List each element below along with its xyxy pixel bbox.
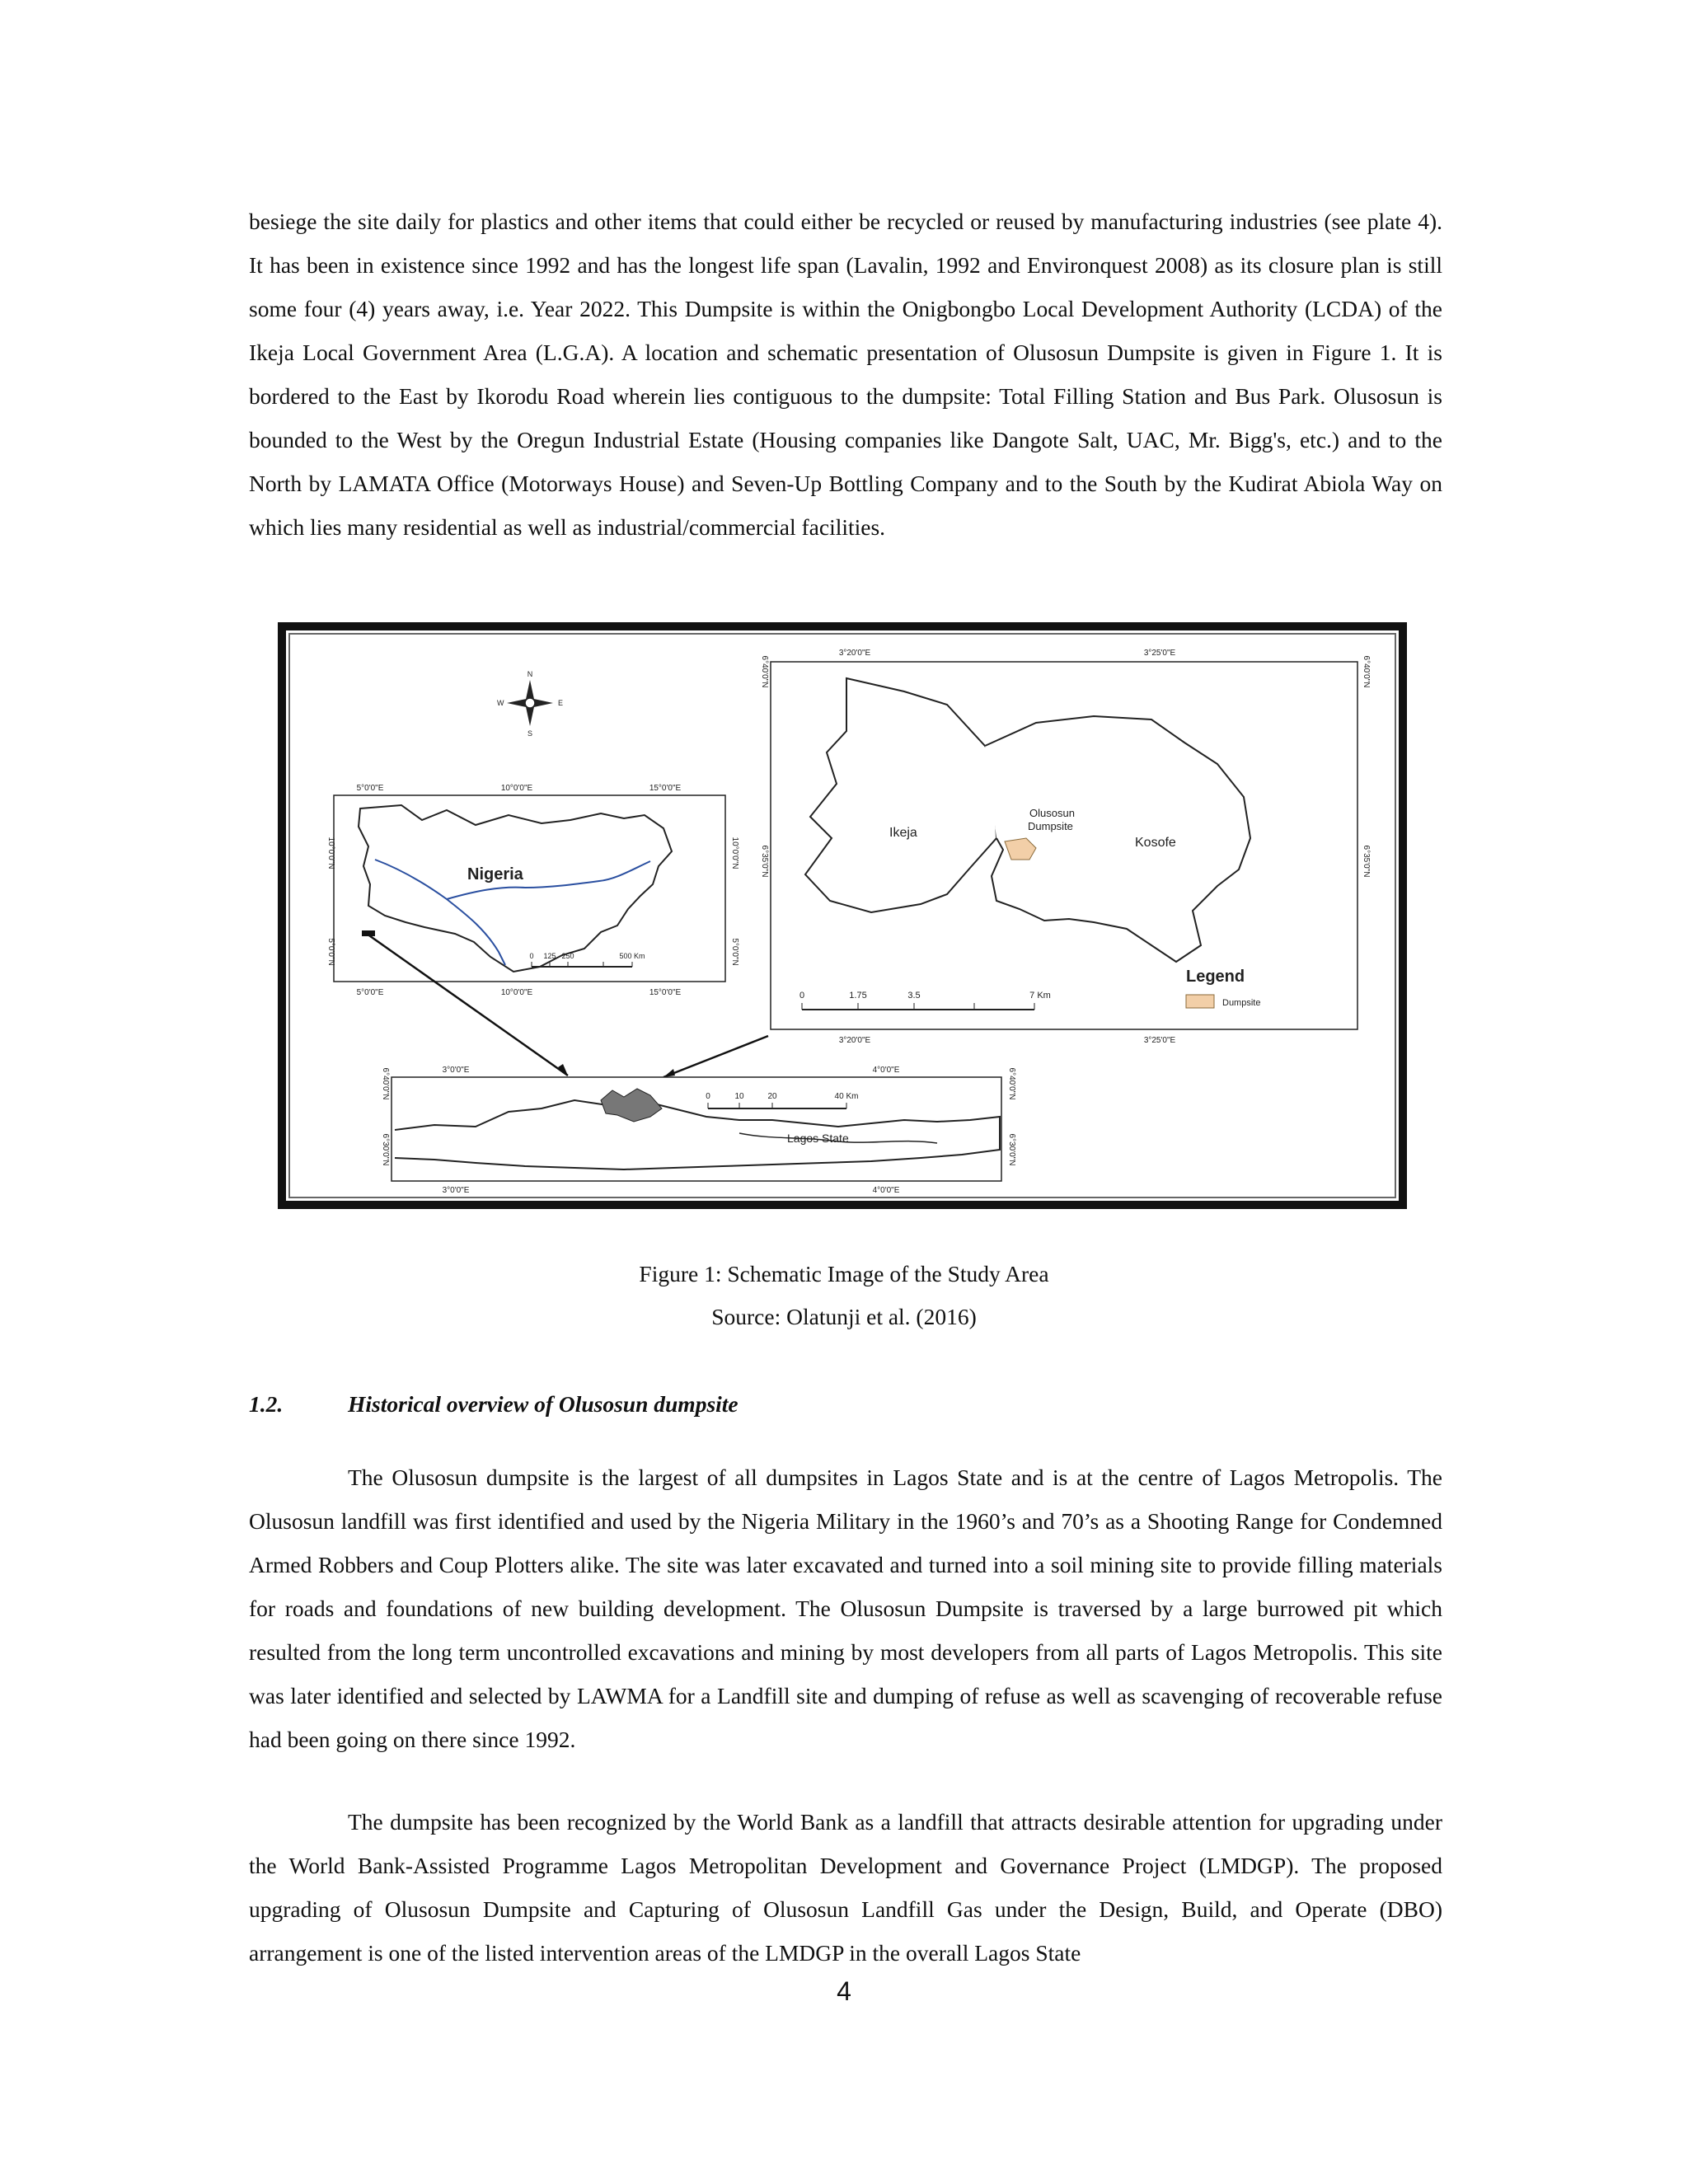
svg-text:10°0'0"E: 10°0'0"E — [500, 784, 533, 793]
svg-text:15°0'0"E: 15°0'0"E — [649, 784, 682, 793]
section-heading — [249, 1386, 738, 1422]
svg-text:Legend: Legend — [1186, 968, 1245, 986]
section-title: Historical overview of Olusosun dumpsite — [348, 1391, 738, 1417]
svg-text:Olusosun: Olusosun — [1029, 807, 1075, 819]
svg-text:N: N — [527, 670, 533, 678]
svg-text:3°0'0"E: 3°0'0"E — [442, 1066, 470, 1075]
svg-text:6°40'0"N: 6°40'0"N — [760, 655, 769, 688]
svg-text:E: E — [558, 699, 564, 707]
page-number: 4 — [837, 1976, 851, 2006]
body-paragraph: The Olusosun dumpsite is the largest of all dumpsites in Lagos State and is at the centre of Lagos Metropolis. The Olusosun landfill was first identified and used by the Nigeria Military in the 1960’s and 70’s as a Shooting Range for Condemned Armed Robbers and Coup Plotters alike. The site was later excavated and turned into a soil mining site to provide filling materials for roads and foundations of new building development. The Olusosun Dumpsite is traversed by a large burrowed pit which resulted from the long term uncontrolled excavations and mining by most developers from all parts of Lagos Metropolis. This site was later identified and selected by LAWMA for a Landfill site and dumping of refuse as well as scavenging of recoverable refuse had been going on there since 1992. — [249, 1465, 1442, 1752]
svg-text:10: 10 — [734, 1092, 744, 1101]
section-number: 1.2. — [249, 1391, 284, 1417]
svg-text:Lagos State: Lagos State — [787, 1132, 849, 1145]
svg-text:6°40'0"N: 6°40'0"N — [381, 1067, 390, 1100]
body-paragraph: The dumpsite has been recognized by the World Bank as a landfill that attracts desirable attention for upgrading under the World Bank-Assisted Programme Lagos Metropolitan Development and Governance Project (LMDGP). The proposed upgrading of Olusosun Dumpsite and Capturing of Olusosun Landfill Gas under the Design, Build, and Operate (DBO) arrangement is one of the listed intervention areas of the LMDGP in the overall Lagos State — [249, 1809, 1442, 1966]
svg-text:10°0'0"N: 10°0'0"N — [730, 837, 739, 869]
svg-text:10°0'0"E: 10°0'0"E — [500, 988, 533, 997]
figure-source: Source: Olatunji et al. (2016) — [711, 1304, 977, 1329]
svg-text:5°0'0"N: 5°0'0"N — [326, 938, 335, 966]
svg-text:5°0'0"N: 5°0'0"N — [730, 938, 739, 966]
svg-text:4°0'0"E: 4°0'0"E — [872, 1186, 900, 1195]
svg-text:3°20'0"E: 3°20'0"E — [838, 649, 871, 658]
svg-text:0: 0 — [706, 1092, 710, 1101]
svg-text:3°20'0"E: 3°20'0"E — [838, 1036, 871, 1045]
svg-text:3.5: 3.5 — [907, 991, 921, 1001]
svg-text:4°0'0"E: 4°0'0"E — [872, 1066, 900, 1075]
svg-text:W: W — [497, 699, 504, 707]
svg-text:6°30'0"N: 6°30'0"N — [381, 1133, 390, 1166]
svg-text:6°35'0"N: 6°35'0"N — [760, 845, 769, 878]
svg-text:3°0'0"E: 3°0'0"E — [442, 1186, 470, 1195]
svg-text:Ikeja: Ikeja — [889, 826, 917, 840]
svg-text:5°0'0"E: 5°0'0"E — [356, 988, 384, 997]
svg-text:7 Km: 7 Km — [1029, 991, 1051, 1001]
svg-text:125: 125 — [543, 952, 556, 960]
svg-text:0: 0 — [799, 991, 805, 1001]
svg-text:500 Km: 500 Km — [619, 952, 645, 960]
svg-text:Dumpsite: Dumpsite — [1222, 998, 1261, 1008]
svg-text:20: 20 — [767, 1092, 777, 1101]
lagos-state-map — [381, 1066, 1016, 1195]
nigeria-map — [326, 784, 739, 997]
svg-text:40 Km: 40 Km — [834, 1092, 859, 1101]
figure-caption: Figure 1: Schematic Image of the Study Area — [639, 1261, 1049, 1286]
svg-text:6°35'0"N: 6°35'0"N — [1362, 845, 1371, 878]
svg-text:250: 250 — [561, 952, 574, 960]
svg-text:3°25'0"E: 3°25'0"E — [1143, 649, 1176, 658]
svg-text:6°40'0"N: 6°40'0"N — [1007, 1067, 1016, 1100]
svg-text:Dumpsite: Dumpsite — [1028, 820, 1073, 832]
svg-text:3°25'0"E: 3°25'0"E — [1143, 1036, 1176, 1045]
svg-text:Nigeria: Nigeria — [467, 865, 523, 883]
study-area-figure — [278, 622, 1407, 1209]
svg-text:S: S — [527, 729, 533, 738]
svg-text:5°0'0"E: 5°0'0"E — [356, 784, 384, 793]
svg-text:6°30'0"N: 6°30'0"N — [1007, 1133, 1016, 1166]
svg-text:15°0'0"E: 15°0'0"E — [649, 988, 682, 997]
svg-text:0: 0 — [529, 952, 534, 960]
svg-text:6°40'0"N: 6°40'0"N — [1362, 655, 1371, 688]
svg-text:10°0'0"N: 10°0'0"N — [326, 837, 335, 869]
svg-text:Kosofe: Kosofe — [1135, 836, 1176, 850]
body-paragraph: besiege the site daily for plastics and other items that could either be recycled or reused by manufacturing industries (see plate 4). It has been in existence since 1992 and has the longest life span (Lavalin, 1992 and Environquest 2008) as its closure plan is still some four (4) years away, i.e. Year 2022. This Dumpsite is within the Onigbongbo Local Development Authority (LCDA) of the Ikeja Local Government Area (L.G.A). A location and schematic presentation of Olusosun Dumpsite is given in Figure 1. It is bordered to the East by Ikorodu Road wherein lies contiguous to the dumpsite: Total Filling Station and Bus Park. Olusosun is bounded to the West by the Oregun Industrial Estate (Housing companies like Dangote Salt, UAC, Mr. Bigg's, etc.) and to the North by LAMATA Office (Motorways House) and Seven-Up Bottling Company and to the South by the Kudirat Abiola Way on which lies many residential as well as industrial/commercial facilities. — [249, 209, 1442, 540]
svg-text:1.75: 1.75 — [849, 991, 867, 1001]
detail-map — [760, 649, 1371, 1045]
